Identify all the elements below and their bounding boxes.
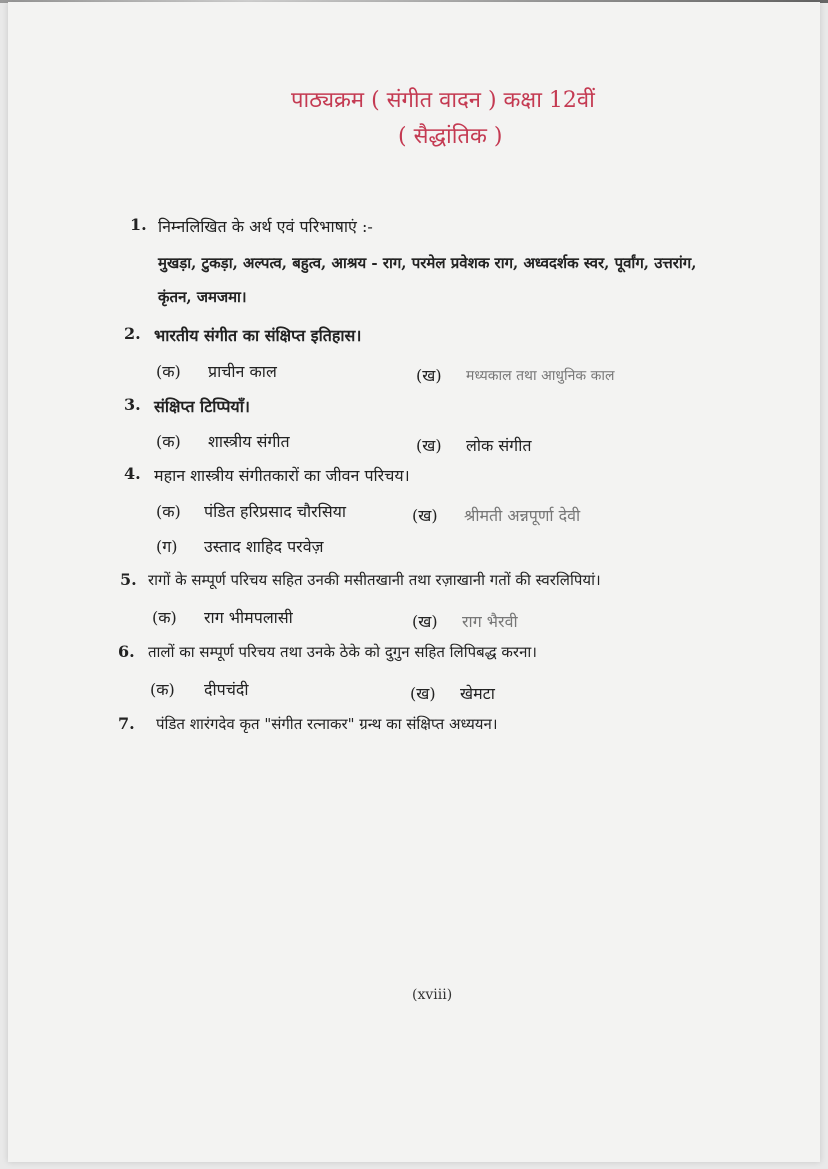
- item-heading: महान शास्त्रीय संगीतकारों का जीवन परिचय।: [154, 466, 410, 485]
- option-text: शास्त्रीय संगीत: [208, 432, 290, 451]
- option-label: (क): [150, 680, 175, 699]
- item-heading: निम्नलिखित के अर्थ एवं परिभाषाएं :-: [158, 217, 373, 236]
- option-label: (क): [156, 432, 181, 451]
- item-heading: तालों का सम्पूर्ण परिचय तथा उनके ठेके को दुगुन सहित लिपिबद्ध करना।: [148, 643, 537, 661]
- item-number: 4.: [124, 464, 141, 483]
- option-text: खेमटा: [460, 684, 495, 703]
- option-label: (ख): [410, 684, 436, 703]
- option-text: लोक संगीत: [466, 436, 532, 455]
- item-number: 7.: [118, 714, 135, 733]
- page-title: पाठ्यक्रम ( संगीत वादन ) कक्षा 12वीं: [291, 88, 595, 113]
- item-heading: रागों के सम्पूर्ण परिचय सहित उनकी मसीतखानी तथा रज़ाखानी गतों की स्वरलिपियां।: [148, 571, 601, 589]
- option-text: श्रीमती अन्नपूर्णा देवी: [464, 506, 581, 525]
- item-line: मुखड़ा, टुकड़ा, अल्पत्व, बहुत्व, आश्रय - राग, परमेल प्रवेशक राग, अध्वदर्शक स्वर, पूर्वांग, उत्तरांग,: [158, 254, 697, 272]
- item-number: 2.: [124, 324, 141, 343]
- option-text: प्राचीन काल: [208, 362, 277, 381]
- option-text: पंडित हरिप्रसाद चौरसिया: [204, 502, 347, 521]
- option-label: (ख): [412, 506, 438, 525]
- item-number: 5.: [120, 570, 137, 589]
- item-number: 1.: [130, 215, 147, 234]
- option-text: राग भीमपलासी: [204, 608, 293, 627]
- page-subtitle: ( सैद्धांतिक ): [398, 124, 503, 149]
- item-heading: भारतीय संगीत का संक्षिप्त इतिहास।: [154, 326, 362, 345]
- document-page: [8, 2, 820, 1162]
- option-text: दीपचंदी: [204, 680, 249, 699]
- item-heading: पंडित शारंगदेव कृत "संगीत रत्नाकर" ग्रन्थ का संक्षिप्त अध्ययन।: [156, 715, 498, 733]
- option-label: (ख): [412, 612, 438, 631]
- option-text: उस्ताद शाहिद परवेज़: [204, 537, 324, 556]
- option-label: (क): [156, 502, 181, 521]
- item-number: 6.: [118, 642, 135, 661]
- item-number: 3.: [124, 395, 141, 414]
- item-heading: संक्षिप्त टिप्पियाँ।: [154, 397, 250, 416]
- option-label: (ख): [416, 366, 442, 385]
- page-number: (xviii): [412, 987, 453, 1003]
- option-label: (क): [156, 362, 181, 381]
- option-text: राग भैरवी: [462, 612, 518, 631]
- option-label: (क): [152, 608, 177, 627]
- item-line: कृंतन, जमजमा।: [158, 288, 247, 306]
- option-label: (ख): [416, 436, 442, 455]
- option-label: (ग): [156, 537, 178, 556]
- option-text: मध्यकाल तथा आधुनिक काल: [466, 368, 615, 384]
